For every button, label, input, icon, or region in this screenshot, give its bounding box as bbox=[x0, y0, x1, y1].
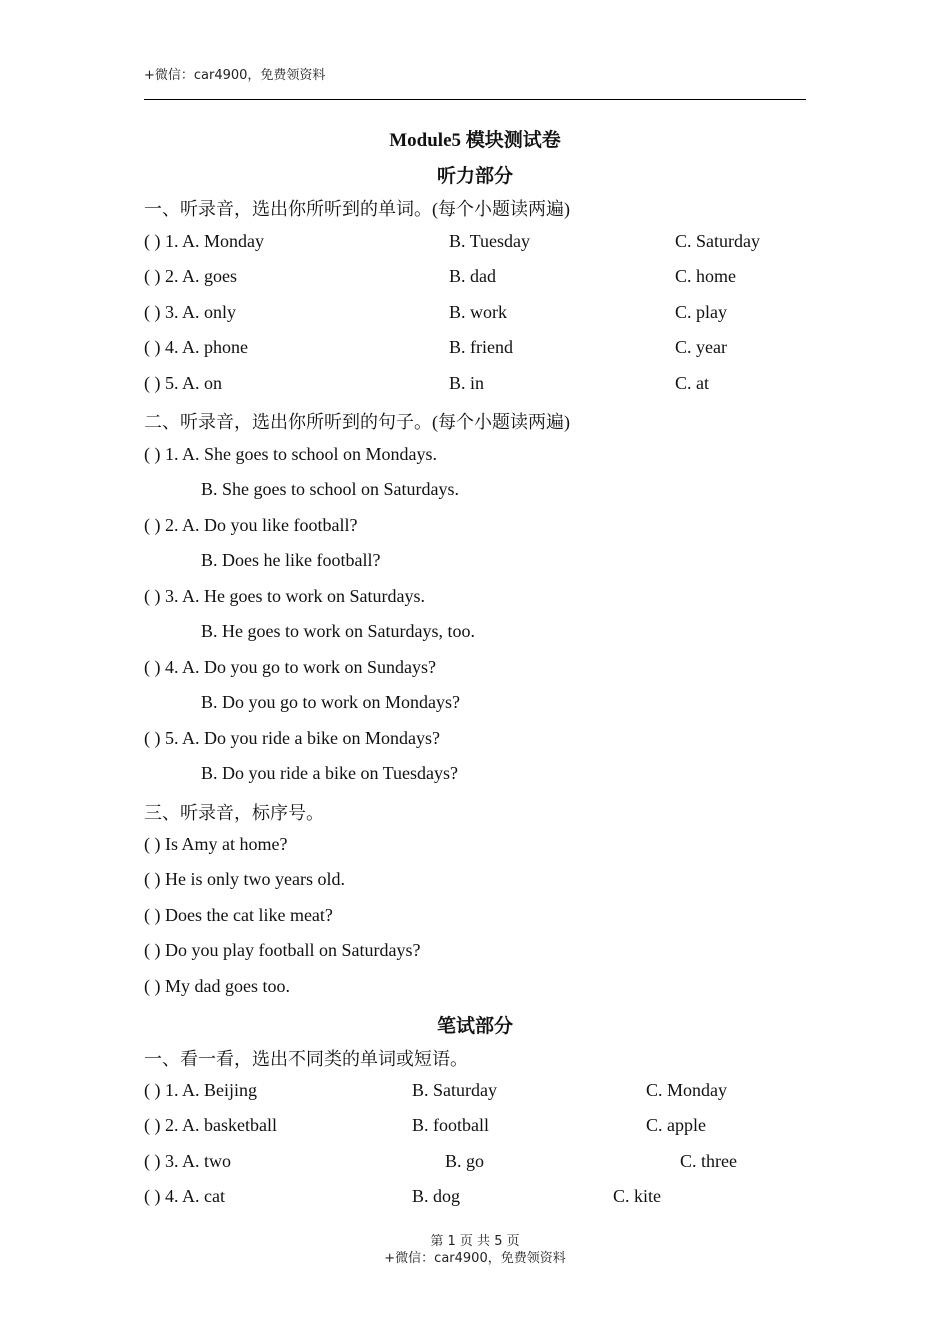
section2-heading: 二、听录音，选出你所听到的句子。(每个小题读两遍) bbox=[144, 412, 570, 432]
footer-note: +微信：car4900，免费领资料 bbox=[384, 1251, 566, 1266]
option-c: C. three bbox=[680, 1151, 737, 1171]
page-number: 第 1 页 共 5 页 bbox=[430, 1234, 520, 1249]
page-title: Module5 模块测试卷 bbox=[389, 130, 561, 151]
option-c: C. kite bbox=[613, 1186, 661, 1206]
option-a: ( ) 2. A. basketball bbox=[144, 1115, 277, 1135]
s2-item-5-a: ( ) 5. A. Do you ride a bike on Mondays? bbox=[144, 728, 440, 748]
s2-item-4-a: ( ) 4. A. Do you go to work on Sundays? bbox=[144, 657, 436, 677]
s2-item-3-b: B. He goes to work on Saturdays, too. bbox=[201, 621, 475, 641]
writing-title: 笔试部分 bbox=[436, 1016, 513, 1037]
s2-item-1-a: ( ) 1. A. She goes to school on Mondays. bbox=[144, 444, 437, 464]
option-a: ( ) 3. A. only bbox=[144, 302, 236, 322]
s3-item-5: ( ) My dad goes too. bbox=[144, 976, 290, 996]
option-b: B. dad bbox=[449, 266, 496, 286]
s1-row-4 bbox=[144, 337, 844, 361]
option-b: B. Saturday bbox=[412, 1080, 497, 1100]
s1-row-2 bbox=[144, 266, 844, 290]
s2-item-1-b: B. She goes to school on Saturdays. bbox=[201, 479, 459, 499]
option-a: ( ) 4. A. cat bbox=[144, 1186, 225, 1206]
listening-title: 听力部分 bbox=[436, 166, 513, 187]
header-divider bbox=[144, 99, 806, 100]
s3-item-1: ( ) Is Amy at home? bbox=[144, 834, 288, 854]
option-b: B. work bbox=[449, 302, 507, 322]
option-b: B. Tuesday bbox=[449, 231, 531, 251]
s1-row-1 bbox=[144, 231, 844, 255]
s2-item-4-b: B. Do you go to work on Mondays? bbox=[201, 692, 460, 712]
s1-row-5 bbox=[144, 373, 844, 397]
option-c: C. year bbox=[675, 337, 727, 357]
option-c: C. Monday bbox=[646, 1080, 727, 1100]
s3-item-4: ( ) Do you play football on Saturdays? bbox=[144, 940, 421, 960]
option-a: ( ) 4. A. phone bbox=[144, 337, 248, 357]
w1-row-2 bbox=[144, 1115, 844, 1139]
s1-row-3 bbox=[144, 302, 844, 326]
section1-heading: 一、听录音，选出你所听到的单词。(每个小题读两遍) bbox=[144, 199, 570, 219]
s3-item-2: ( ) He is only two years old. bbox=[144, 869, 345, 889]
option-c: C. apple bbox=[646, 1115, 706, 1135]
option-a: ( ) 1. A. Monday bbox=[144, 231, 264, 251]
s2-item-2-b: B. Does he like football? bbox=[201, 550, 381, 570]
option-b: B. in bbox=[449, 373, 485, 393]
s3-item-3: ( ) Does the cat like meat? bbox=[144, 905, 333, 925]
s2-item-3-a: ( ) 3. A. He goes to work on Saturdays. bbox=[144, 586, 425, 606]
option-a: ( ) 5. A. on bbox=[144, 373, 222, 393]
option-c: C. home bbox=[675, 266, 736, 286]
header-note: +微信：car4900，免费领资料 bbox=[144, 68, 326, 83]
option-c: C. at bbox=[675, 373, 709, 393]
option-c: C. Saturday bbox=[675, 231, 760, 251]
option-b: B. football bbox=[412, 1115, 489, 1135]
w1-row-4 bbox=[144, 1186, 844, 1210]
w1-row-3 bbox=[144, 1151, 844, 1175]
section3-heading: 三、听录音，标序号。 bbox=[144, 803, 324, 823]
option-b: B. friend bbox=[449, 337, 513, 357]
writing-section1-heading: 一、看一看，选出不同类的单词或短语。 bbox=[144, 1049, 468, 1069]
option-b: B. dog bbox=[412, 1186, 461, 1206]
option-a: ( ) 1. A. Beijing bbox=[144, 1080, 257, 1100]
s2-item-5-b: B. Do you ride a bike on Tuesdays? bbox=[201, 763, 458, 783]
option-a: ( ) 3. A. two bbox=[144, 1151, 231, 1171]
option-c: C. play bbox=[675, 302, 727, 322]
option-b: B. go bbox=[445, 1151, 485, 1171]
s2-item-2-a: ( ) 2. A. Do you like football? bbox=[144, 515, 358, 535]
w1-row-1 bbox=[144, 1080, 844, 1104]
option-a: ( ) 2. A. goes bbox=[144, 266, 237, 286]
